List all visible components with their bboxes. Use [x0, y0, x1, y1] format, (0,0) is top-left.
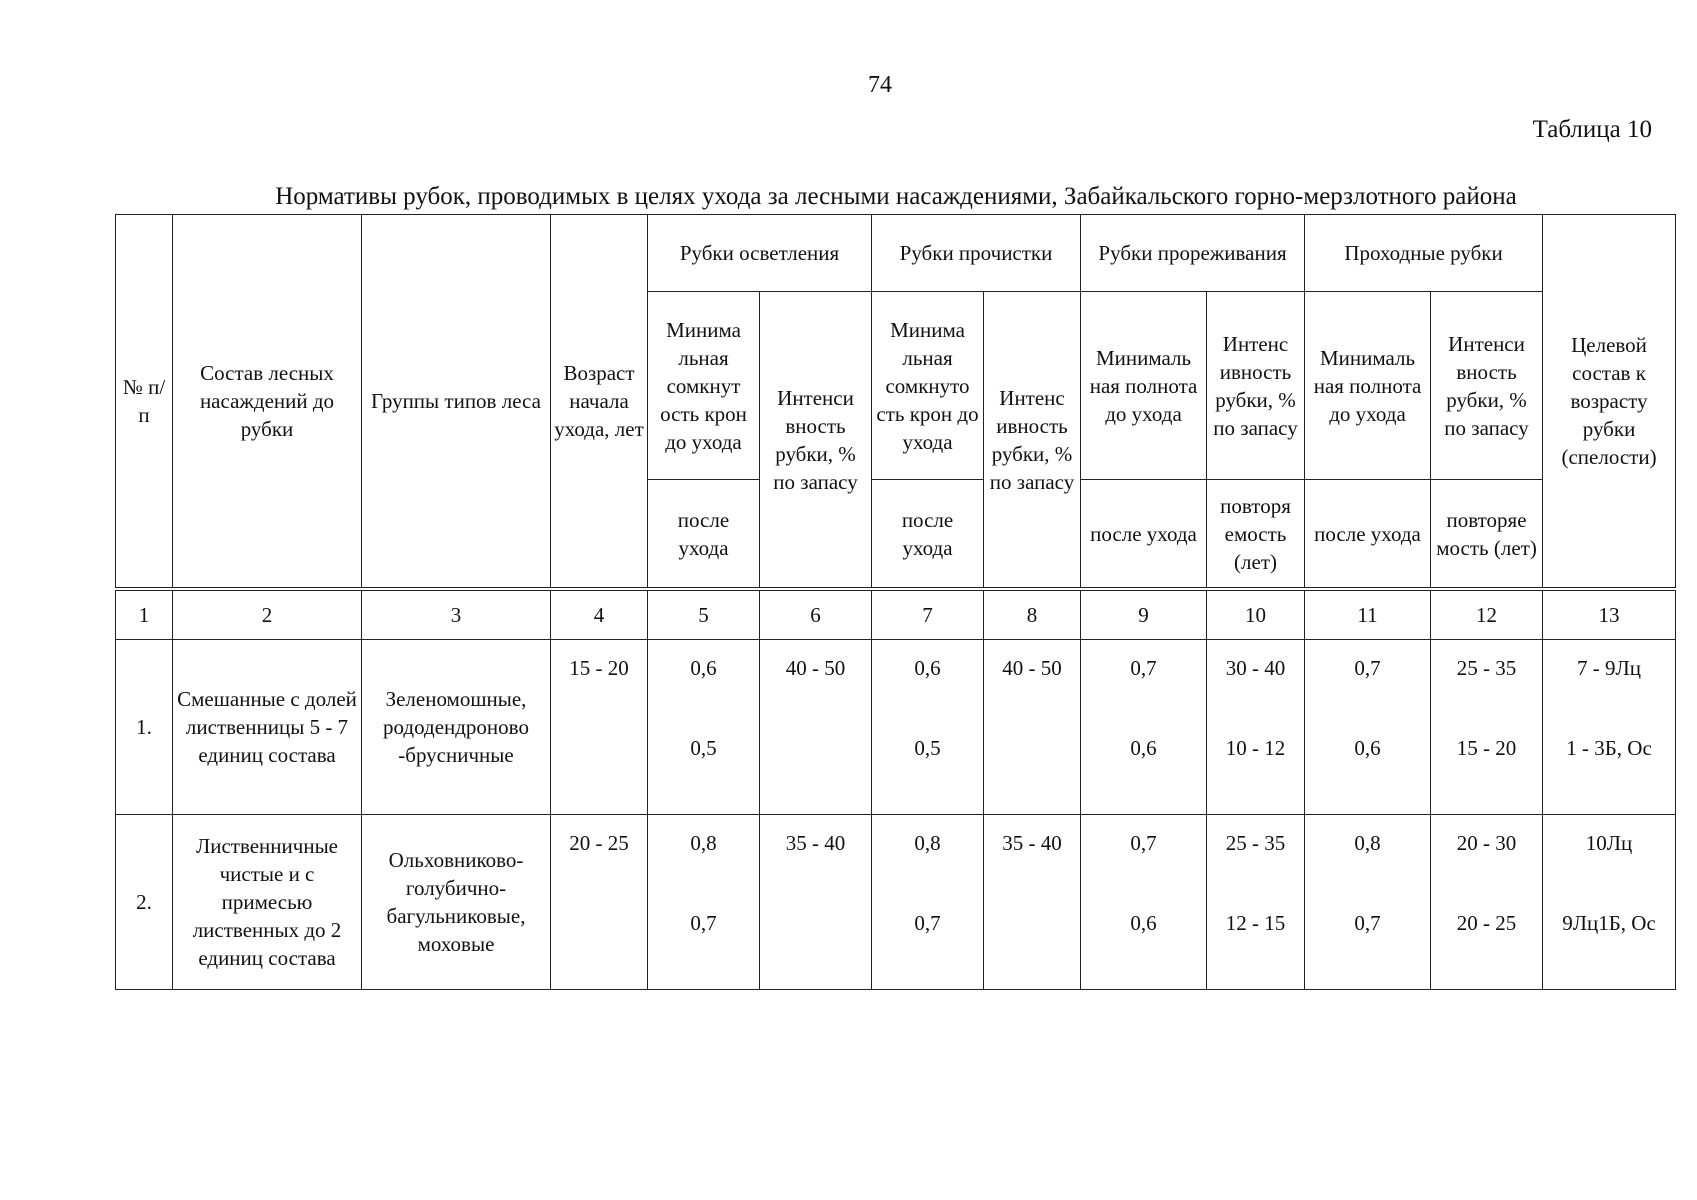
row-clearing-intensity: 35 - 40 — [760, 815, 872, 990]
row-target — [1543, 640, 1676, 815]
norms-table — [115, 214, 1676, 990]
row-clearing-intensity: 40 - 50 — [760, 640, 872, 815]
page-number: 74 — [868, 72, 892, 98]
row-passage-min — [1305, 815, 1431, 990]
row-cleaning-intensity: 35 - 40 — [984, 815, 1081, 990]
row-passage-min — [1305, 640, 1431, 815]
table-title: Нормативы рубок, проводимых в целях ухода за лесными насаждениями, Забайкальского горно-мерзлотного района — [275, 183, 1517, 210]
header-thinning: Рубки прореживания — [1081, 215, 1305, 292]
row-clearing-min — [648, 815, 760, 990]
column-number: 8 — [984, 591, 1081, 640]
header-passage-intensity: Интенси вность рубки, % по запасу — [1431, 292, 1543, 480]
value-after: 0,7 — [690, 911, 717, 935]
value-after: 0,6 — [1130, 911, 1157, 935]
column-number-row — [116, 591, 1676, 640]
value-intensity: 25 - 35 — [1456, 656, 1517, 680]
row-thinning-intensity — [1207, 815, 1305, 990]
row-age: 20 - 25 — [551, 815, 648, 990]
header-clearing-min: Минима льная сомкнут ость крон до ухода — [648, 292, 760, 480]
value-admixture: 1 - 3Б, Ос — [1566, 736, 1652, 760]
value-intensity: 20 - 30 — [1456, 831, 1517, 855]
row-clearing-min — [648, 640, 760, 815]
table-row — [116, 815, 1676, 990]
column-number: 3 — [362, 591, 551, 640]
header-composition: Состав лесных насаждений до рубки — [173, 215, 362, 588]
header-cleaning-after: после ухода — [872, 480, 984, 588]
value-before: 0,6 — [914, 656, 941, 680]
row-cleaning-min — [872, 815, 984, 990]
value-repeat: 20 - 25 — [1456, 911, 1517, 935]
header-thinning-after: после ухода — [1081, 480, 1207, 588]
value-repeat: 10 - 12 — [1225, 736, 1286, 760]
value-repeat: 15 - 20 — [1456, 736, 1517, 760]
table-label: Таблица 10 — [1532, 116, 1652, 143]
value-main: 10Лц — [1585, 831, 1633, 855]
column-number: 13 — [1543, 591, 1676, 640]
row-num: 1. — [116, 640, 173, 815]
row-passage-intensity — [1431, 815, 1543, 990]
header-passage-repeat: повторяе мость (лет) — [1431, 480, 1543, 588]
header-passage-min: Минималь ная полнота до ухода — [1305, 292, 1431, 480]
column-number: 2 — [173, 591, 362, 640]
row-thinning-min — [1081, 815, 1207, 990]
value-before: 0,6 — [690, 656, 717, 680]
header-passage: Проходные рубки — [1305, 215, 1543, 292]
column-number: 1 — [116, 591, 173, 640]
value-before: 0,8 — [690, 831, 717, 855]
value-intensity: 30 - 40 — [1225, 656, 1286, 680]
value-admixture: 9Лц1Б, Ос — [1562, 911, 1656, 935]
value-repeat: 12 - 15 — [1225, 911, 1286, 935]
column-number: 11 — [1305, 591, 1431, 640]
value-before: 0,7 — [1354, 656, 1381, 680]
header-target: Целевой состав к возрасту рубки (спелости) — [1543, 215, 1676, 588]
header-cleaning-intensity: Интенс ивность рубки, % по запасу — [984, 292, 1081, 588]
header-thinning-intensity: Интенс ивность рубки, % по запасу — [1207, 292, 1305, 480]
value-before: 0,7 — [1130, 831, 1157, 855]
header-cleaning: Рубки прочистки — [872, 215, 1081, 292]
header-clearing-after: после ухода — [648, 480, 760, 588]
row-forest-types: Ольховниково-голубично-багульниковые, моховые — [362, 815, 551, 990]
column-number: 10 — [1207, 591, 1305, 640]
row-composition: Смешанные с долей лиственницы 5 - 7 единиц состава — [173, 640, 362, 815]
row-forest-types: Зеленомошные, рододендроново -брусничные — [362, 640, 551, 815]
header-clearing-intensity: Интенси вность рубки, % по запасу — [760, 292, 872, 588]
value-after: 0,6 — [1354, 736, 1381, 760]
column-number: 6 — [760, 591, 872, 640]
header-age: Возраст начала ухода, лет — [551, 215, 648, 588]
value-before: 0,8 — [1354, 831, 1381, 855]
value-intensity: 25 - 35 — [1225, 831, 1286, 855]
header-cleaning-min: Минима льная сомкнуто сть крон до ухода — [872, 292, 984, 480]
header-thinning-repeat: повторя емость (лет) — [1207, 480, 1305, 588]
value-after: 0,5 — [914, 736, 941, 760]
value-after: 0,6 — [1130, 736, 1157, 760]
column-number: 7 — [872, 591, 984, 640]
header-forest-types: Группы типов леса — [362, 215, 551, 588]
column-number: 5 — [648, 591, 760, 640]
row-num: 2. — [116, 815, 173, 990]
row-thinning-intensity — [1207, 640, 1305, 815]
column-number: 9 — [1081, 591, 1207, 640]
header-row-groups — [116, 215, 1676, 292]
header-passage-after: после ухода — [1305, 480, 1431, 588]
header-num: № п/п — [116, 215, 173, 588]
row-target — [1543, 815, 1676, 990]
row-passage-intensity — [1431, 640, 1543, 815]
value-main: 7 - 9Лц — [1577, 656, 1642, 680]
column-number: 4 — [551, 591, 648, 640]
value-before: 0,7 — [1130, 656, 1157, 680]
header-thinning-min: Минималь ная полнота до ухода — [1081, 292, 1207, 480]
value-after: 0,7 — [914, 911, 941, 935]
value-before: 0,8 — [914, 831, 941, 855]
table-row — [116, 640, 1676, 815]
column-number: 12 — [1431, 591, 1543, 640]
row-composition: Лиственничные чистые и с примесью лиственных до 2 единиц состава — [173, 815, 362, 990]
row-age: 15 - 20 — [551, 640, 648, 815]
row-thinning-min — [1081, 640, 1207, 815]
row-cleaning-min — [872, 640, 984, 815]
header-clearing: Рубки осветления — [648, 215, 872, 292]
value-after: 0,5 — [690, 736, 717, 760]
row-cleaning-intensity: 40 - 50 — [984, 640, 1081, 815]
value-after: 0,7 — [1354, 911, 1381, 935]
